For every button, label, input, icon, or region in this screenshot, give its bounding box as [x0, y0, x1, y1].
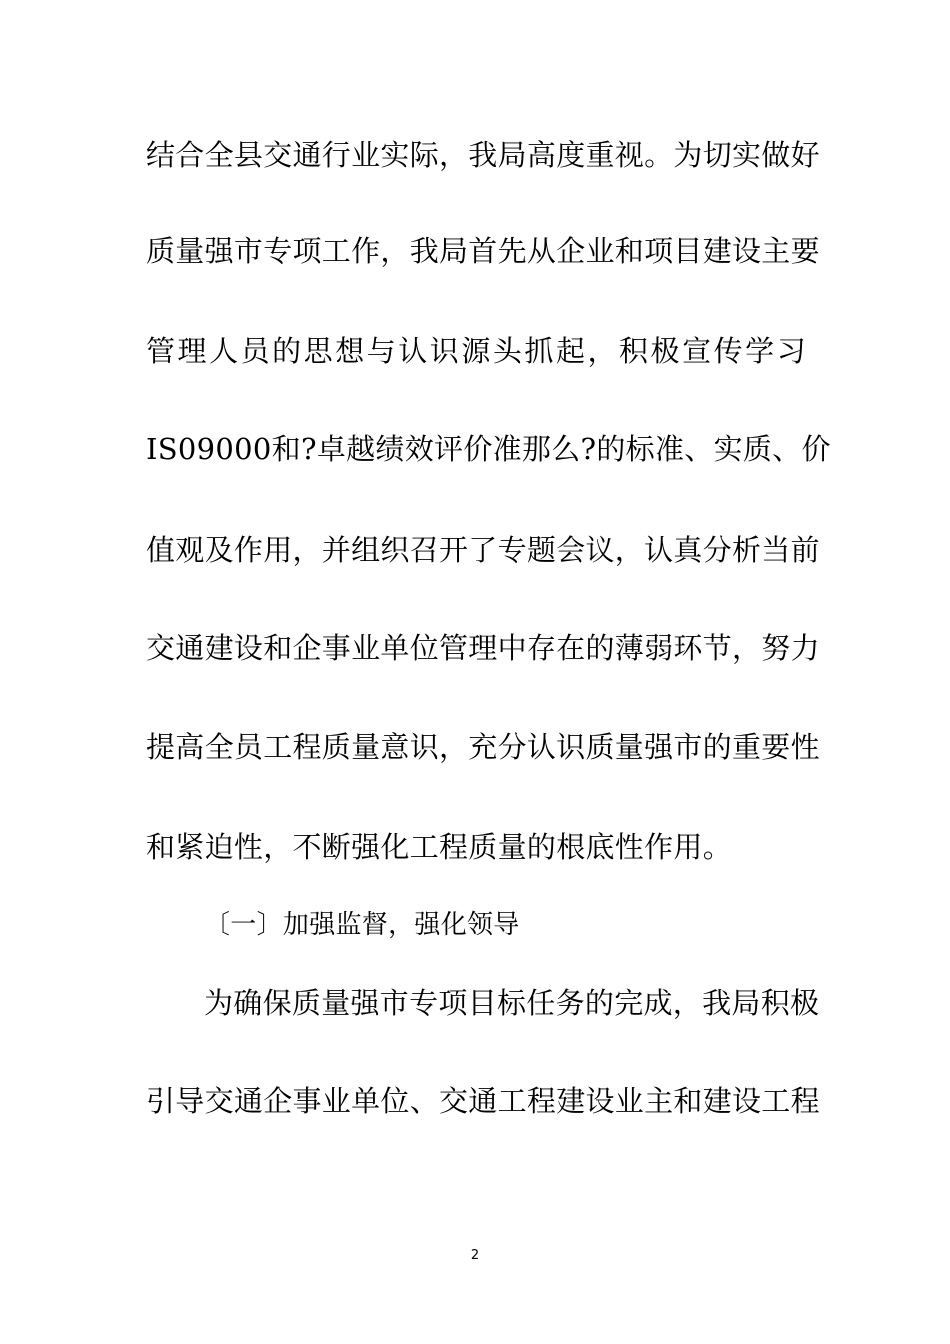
section-heading: 〔一〕加强监督，强化领导: [204, 910, 520, 940]
paragraph-2-line-2: 引导交通企事业单位、交通工程建设业主和建设工程: [146, 1084, 820, 1118]
body-text-line-3: 管理人员的思想与认识源头抓起，积极宣传学习: [146, 334, 806, 368]
body-text-line-8: 和紧迫性，不断强化工程质量的根底性作用。: [146, 830, 733, 864]
page-number: 2: [470, 1248, 480, 1263]
paragraph-2-line-1: 为确保质量强市专项目标任务的完成，我局积极: [204, 986, 820, 1020]
body-text-line-2: 质量强市专项工作，我局首先从企业和项目建设主要: [146, 234, 820, 268]
body-text-line-6: 交通建设和企事业单位管理中存在的薄弱环节，努力: [146, 631, 820, 665]
body-text-line-5: 值观及作用，并组织召开了专题会议，认真分析当前: [146, 533, 820, 567]
body-text-line-1: 结合全县交通行业实际，我局高度重视。为切实做好: [146, 138, 820, 172]
body-text-line-4: IS09000和?卓越绩效评价准那么?的标准、实质、价: [146, 432, 831, 466]
body-text-line-7: 提高全员工程质量意识，充分认识质量强市的重要性: [146, 730, 820, 764]
